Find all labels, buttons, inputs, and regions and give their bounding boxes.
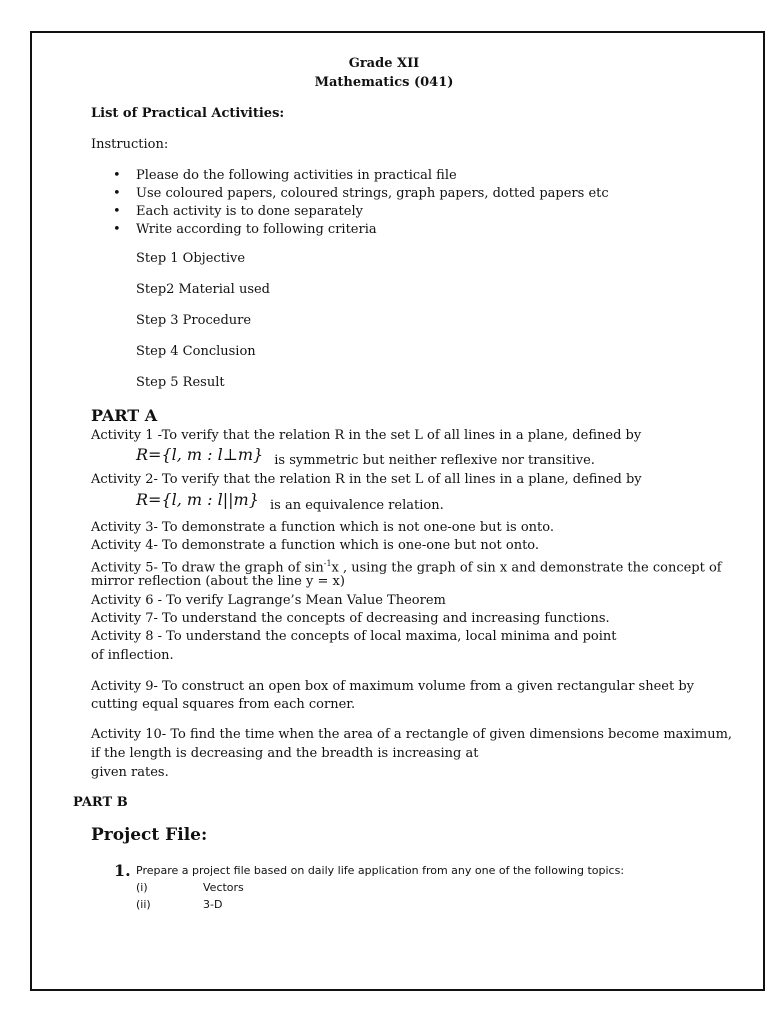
part-b-heading: PART B [73,795,128,810]
activity-6: Activity 6 - To verify Lagrange’s Mean Value Theorem [91,593,446,608]
topic-name: Vectors [203,881,244,894]
step-item: Step 3 Procedure [136,313,252,328]
activity-4: Activity 4- To demonstrate a function which is one-one but not onto. [91,538,540,553]
activity-8: Activity 8 - To understand the concepts of local maxima, local minima and point [91,629,617,644]
activity-8-line-2: of inflection. [91,648,174,663]
project-file-heading: Project File: [91,825,208,845]
topic-number: (ii) [136,898,151,911]
formula-1: R={l, m : l⊥m} $_{is symmetric but neither reflexive nor transitive.}$ [136,445,595,468]
formula-2: R={l, m : l||m} $_{is an equivalence relation.}$ [136,490,444,513]
subject-title: Mathematics (041) [314,75,454,90]
list-heading: List of Practical Activities: [91,106,285,121]
activity-10: Activity 10- To find the time when the area of a rectangle of given dimensions become maximum, [91,727,733,742]
instruction-label: Instruction: [91,137,169,152]
step-item: Step 4 Conclusion [136,344,256,359]
step-item: Step 5 Result [136,375,225,390]
part-a-heading: PART A [91,406,158,425]
list-item: • Use coloured papers, coloured strings, graph papers, dotted papers etc [113,186,609,201]
list-item: • Each activity is to done separately [113,204,363,219]
activity-1: Activity 1 -To verify that the relation R in the set L of all lines in a plane, defined by [91,428,642,443]
activity-3: Activity 3- To demonstrate a function which is not one-one but is onto. [91,520,554,535]
step-item: Step2 Material used [136,282,270,297]
instruction-list [113,167,609,239]
grade-title: Grade XII [348,56,420,71]
activity-10-line-2: if the length is decreasing and the breadth is increasing at [91,746,479,761]
topic-name: 3-D [203,898,223,911]
list-item: • Write according to following criteria [113,222,377,237]
activity-9-line-2: cutting equal squares from each corner. [91,697,356,712]
project-item-text: Prepare a project file based on daily life application from any one of the following topics: [136,864,625,877]
activity-5: Activity 5- To draw the graph of $\sin^{-1}x$ , using the graph of sin x and demonstrate the concept of [91,559,722,576]
step-item: Step 1 Objective [136,251,246,266]
activity-5-line-2: mirror reflection (about the line y = x) [91,574,345,589]
list-item: • Please do the following activities in practical file [113,168,457,183]
project-item-number: 1. [114,861,131,880]
activity-2: Activity 2- To verify that the relation R in the set L of all lines in a plane, defined by [91,472,642,487]
activity-9: Activity 9- To construct an open box of maximum volume from a given rectangular sheet by [91,679,694,694]
activity-7: Activity 7- To understand the concepts of decreasing and increasing functions. [91,611,610,626]
topic-number: (i) [136,881,148,894]
activity-10-line-3: given rates. [91,765,169,780]
